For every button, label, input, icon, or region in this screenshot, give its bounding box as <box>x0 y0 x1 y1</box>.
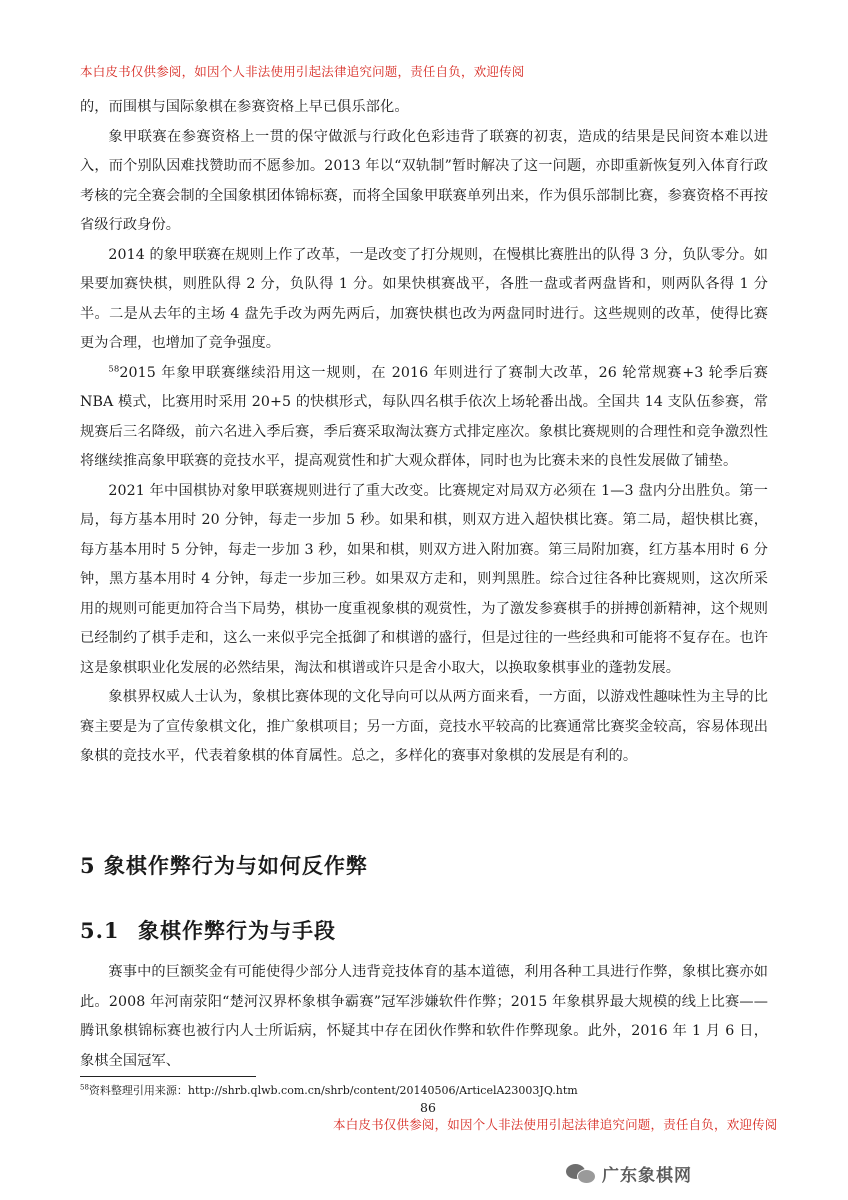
watermark <box>566 1160 692 1186</box>
section-body <box>80 958 768 1076</box>
footnote-number: 58 <box>80 1083 89 1092</box>
paragraph: 的，而围棋与国际象棋在参赛资格上早已俱乐部化。 <box>80 99 409 115</box>
paragraph: 赛事中的巨额奖金有可能使得少部分人违背竞技体育的基本道德，利用各种工具进行作弊，象棋比赛亦如此。2008 年河南荥阳“楚河汉界杯象棋争霸赛”冠军涉嫌软件作弊；2015 年象棋界最大规模的线上比赛——腾讯象棋锦标赛也被行内人士所诟病，怀疑其中存在团伙作弊和软件作弊现象。此外，2016 年 1 月 6 日，象棋全国冠军、 <box>80 964 768 1069</box>
footnote-divider <box>80 1076 256 1077</box>
paragraph: 2014 的象甲联赛在规则上作了改革，一是改变了打分规则，在慢棋比赛胜出的队得 3 分，负队零分。如果要加赛快棋，则胜队得 2 分，负队得 1 分。如果快棋赛战平，各胜一盘或者两盘皆和，则两队各得 1 分半。二是从去年的主场 4 盘先手改为两先两后，加赛快棋也改为两盘同时进行。这些规则的改革，使得比赛更为合理，也增加了竞争强度。 <box>80 246 768 351</box>
subsection-title: 象棋作弊行为与手段 <box>138 918 336 943</box>
footnote-marker[interactable]: 58 <box>108 363 120 374</box>
paragraph-text: 2015 年象甲联赛继续沿用这一规则，在 2016 年则进行了赛制大改革，26 轮常规赛+3 轮季后赛 NBA 模式，比赛用时采用 20+5 的快棋形式，每队四名棋手依次上场轮番出战。全国共 14 支队伍参赛，常规赛后三名降级，前六名进入季后赛，季后赛采取淘汰赛方式排定座次。象棋比赛规则的合理性和竞争激烈性将继续推高象甲联赛的竞技水平，提高观赏性和扩大观众群体，同时也为比赛未来的良性发展做了铺垫。 <box>80 364 768 469</box>
paragraph: 象甲联赛在参赛资格上一贯的保守做派与行政化色彩违背了联赛的初衷，造成的结果是民间资本难以进入，而个别队因难找赞助而不愿参加。2013 年以“双轨制”暂时解决了这一问题，亦即重新恢复列入体育行政考核的完全赛会制的全国象棋团体锦标赛，而将全国象甲联赛单列出来，作为俱乐部制比赛，参赛资格不再按省级行政身份。 <box>80 128 768 233</box>
paragraph-with-footnote <box>80 359 768 477</box>
section-heading: 5 象棋作弊行为与如何反作弊 <box>80 853 368 878</box>
subsection-number: 5.1 <box>80 918 120 943</box>
header-disclaimer: 本白皮书仅供参阅，如因个人非法使用引起法律追究问题，责任自负，欢迎传阅 <box>80 64 525 79</box>
wechat-icon <box>566 1162 596 1184</box>
footnote <box>80 1082 578 1098</box>
paragraph: 2021 年中国棋协对象甲联赛规则进行了重大改变。比赛规定对局双方必须在 1—3 盘内分出胜负。第一局，每方基本用时 20 分钟，每走一步加 5 秒。如果和棋，则双方进入超快棋比赛。第二局，超快棋比赛，每方基本用时 5 分钟，每走一步加 3 秒，如果和棋，则双方进入附加赛。第三局附加赛，红方基本用时 6 分钟，黑方基本用时 4 分钟，每走一步加三秒。如果双方走和，则判黑胜。综合过往各种比赛规则，这次所采用的规则可能更加符合当下局势，棋协一度重视象棋的观赏性，为了激发参赛棋手的拼搏创新精神，这个规则已经制约了棋手走和，这么一来似乎完全抵御了和棋谱的盛行，但是过往的一些经典和可能将不复存在。也许这是象棋职业化发展的必然结果，淘汰和棋谱或许只是舍小取大，以换取象棋事业的蓬勃发展。 <box>80 482 768 676</box>
page-number: 86 <box>420 1100 436 1115</box>
watermark-text: 广东象棋网 <box>602 1165 692 1186</box>
footer-disclaimer: 本白皮书仅供参阅，如因个人非法使用引起法律追究问题，责任自负，欢迎传阅 <box>333 1117 778 1132</box>
body-text <box>80 93 768 772</box>
subsection-heading <box>80 915 336 945</box>
paragraph: 象棋界权威人士认为，象棋比赛体现的文化导向可以从两方面来看，一方面，以游戏性趣味性为主导的比赛主要是为了宣传象棋文化，推广象棋项目；另一方面，竞技水平较高的比赛通常比赛奖金较高，容易体现出象棋的竞技水平，代表着象棋的体育属性。总之，多样化的赛事对象棋的发展是有利的。 <box>80 689 768 764</box>
footnote-text[interactable]: 资料整理引用来源：http://shrb.qlwb.com.cn/shrb/content/20140506/ArticelA23003JQ.htm <box>88 1084 578 1097</box>
